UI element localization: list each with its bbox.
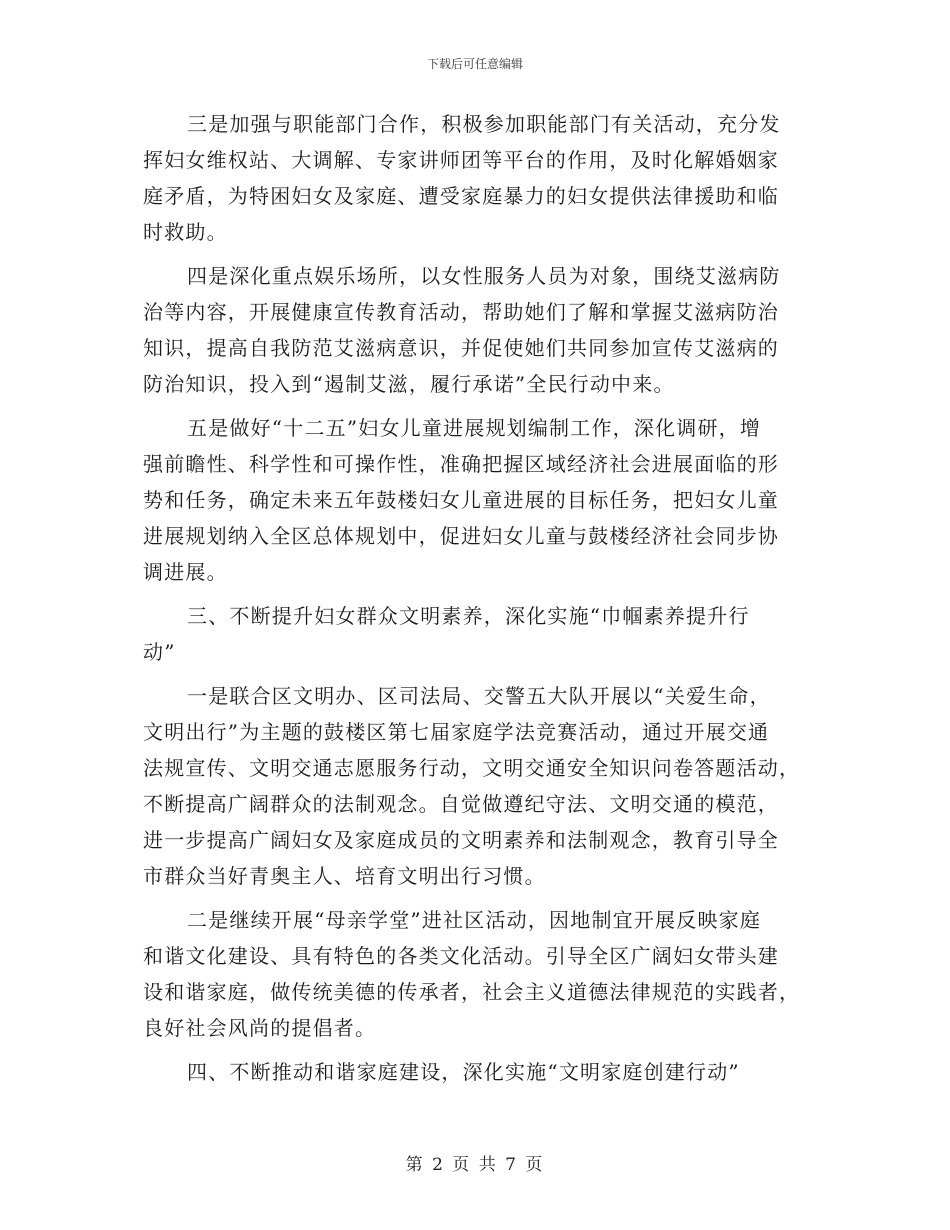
text-line: 知识，提高自我防范艾滋病意识，并促使她们共同参加宣传艾滋病的: [143, 336, 779, 360]
text-line: 庭矛盾，为特困妇女及家庭、遭受家庭暴力的妇女提供法律援助和临: [143, 184, 779, 208]
text-line: 动”: [143, 640, 176, 664]
document-body: [143, 106, 803, 1098]
text-line: 四、不断推动和谐家庭建设，深化实施“文明家庭创建行动”: [187, 1060, 740, 1084]
text-line: 势和任务，确定未来五年鼓楼妇女儿童进展的目标任务，把妇女儿童: [143, 488, 779, 512]
text-line: 文明出行”为主题的鼓楼区第七届家庭学法竞赛活动，通过开展交通: [143, 720, 770, 744]
paragraph-3: [143, 410, 803, 590]
paragraph-2: [143, 258, 803, 402]
text-line: 三是加强与职能部门合作，积极参加职能部门有关活动，充分发: [187, 112, 781, 136]
text-line: 进一步提高广阔妇女及家庭成员的文明素养和法制观念，教育引导全: [143, 828, 779, 852]
text-line: 治等内容，开展健康宣传教育活动，帮助她们了解和掌握艾滋病防治: [143, 300, 779, 324]
text-line: 时救助。: [143, 220, 228, 244]
text-line: 良好社会风尚的提倡者。: [143, 1016, 377, 1040]
paragraph-1: [143, 106, 803, 250]
text-line: 四是深化重点娱乐场所，以女性服务人员为对象，围绕艾滋病防: [187, 264, 781, 288]
text-line: 二是继续开展“母亲学堂”进社区活动，因地制宜开展反映家庭: [187, 908, 762, 932]
text-line: 三、不断提升妇女群众文明素养，深化实施“巾帼素养提升行: [187, 604, 750, 628]
text-line: 和谐文化建设、具有特色的各类文化活动。引导全区广阔妇女带头建: [143, 944, 779, 968]
paragraph-5: [143, 902, 803, 1046]
text-line: 防治知识，投入到“遏制艾滋，履行承诺”全民行动中来。: [143, 372, 675, 396]
text-line: 进展规划纳入全区总体规划中，促进妇女儿童与鼓楼经济社会同步协: [143, 524, 779, 548]
text-line: 市群众当好青奥主人、培育文明出行习惯。: [143, 864, 546, 888]
page-header: 下载后可任意编辑: [426, 57, 523, 71]
text-line: 法规宣传、文明交通志愿服务行动，文明交通安全知识问卷答题活动，: [143, 756, 801, 780]
section-heading-4: [143, 1054, 803, 1090]
text-line: 一是联合区文明办、区司法局、交警五大队开展以“关爱生命，: [187, 684, 771, 708]
text-line: 设和谐家庭，做传统美德的传承者，社会主义道德法律规范的实践者，: [143, 980, 801, 1004]
text-line: 强前瞻性、科学性和可操作性，准确把握区域经济社会进展面临的形: [143, 452, 779, 476]
paragraph-4: [143, 678, 803, 894]
text-line: 挥妇女维权站、大调解、专家讲师团等平台的作用，及时化解婚姻家: [143, 148, 779, 172]
section-heading-3: [143, 598, 803, 670]
text-line: 调进展。: [143, 560, 228, 584]
page-number-footer: 第 2 页 共 7 页: [405, 1155, 545, 1175]
text-line: 五是做好“十二五”妇女儿童进展规划编制工作，深化调研，增: [187, 416, 762, 440]
text-line: 不断提高广阔群众的法制观念。自觉做遵纪守法、文明交通的模范，: [143, 792, 779, 816]
